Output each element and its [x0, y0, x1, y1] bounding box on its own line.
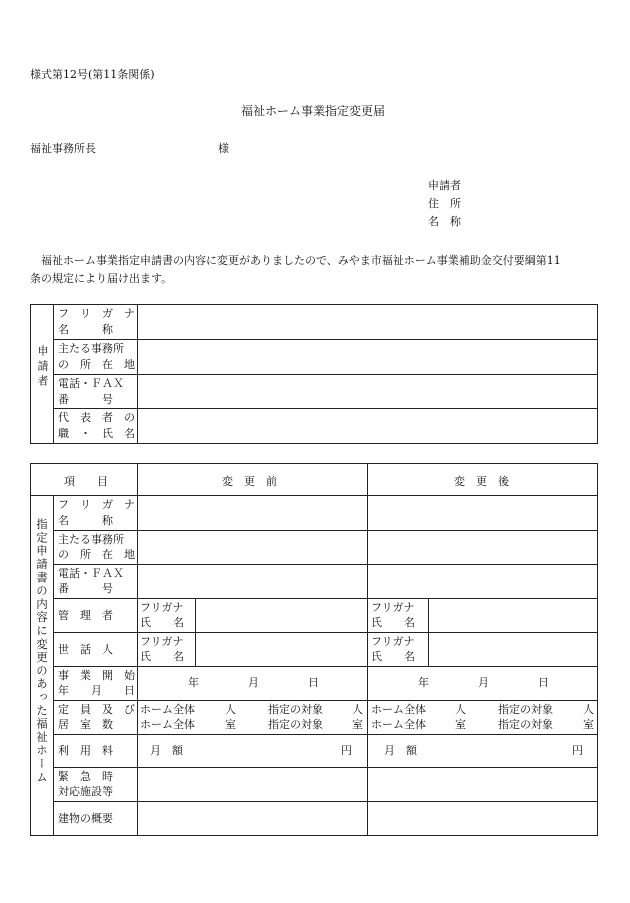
- before-fee-monthly: 月 額: [150, 744, 183, 757]
- addressee: 福祉事務所長: [30, 142, 96, 155]
- after-fee-monthly: 月 額: [384, 744, 417, 757]
- t1-input-tel-fax[interactable]: [138, 375, 597, 408]
- t2-header-after: 変 更 後: [454, 475, 509, 488]
- after-rooms-total-unit: 室: [455, 718, 466, 731]
- t2-row-office-line2: の 所 在 地: [58, 548, 135, 561]
- after-building-input[interactable]: [368, 802, 596, 835]
- before-start-month: 月: [248, 676, 259, 689]
- after-helper-input[interactable]: [429, 633, 596, 666]
- after-helper-name: 氏 名: [371, 650, 415, 663]
- t1-input-furigana-name[interactable]: [138, 305, 597, 339]
- after-capacity-total-unit: 人: [455, 703, 466, 716]
- after-capacity-designated-unit: 人: [583, 703, 594, 716]
- page-title: 福祉ホーム事業指定変更届: [241, 104, 386, 118]
- t2-row-capacity-line2: 居 室 数: [58, 718, 113, 731]
- before-office-address-input[interactable]: [138, 531, 366, 564]
- before-furigana-name-input[interactable]: [138, 496, 366, 530]
- before-helper-name: 氏 名: [140, 650, 184, 663]
- body-text-line2: 条の規定により届け出ます。: [30, 272, 173, 285]
- t2-row-emergency-line1: 緊 急 時: [58, 770, 113, 783]
- before-fee-yen: 円: [341, 744, 352, 757]
- t1-row-tel-line2: 番 号: [58, 393, 113, 406]
- t2-row-tel-line1: 電話・ＦＡＸ: [58, 567, 124, 580]
- t1-row-rep-line2: 職 ・ 氏 名: [58, 427, 135, 440]
- t1-row-office-line1: 主たる事務所: [58, 342, 124, 355]
- t2-row-start-line1: 事 業 開 始: [58, 669, 135, 682]
- before-start-day: 日: [308, 676, 319, 689]
- t2-row-emergency-line2: 対応施設等: [58, 785, 113, 798]
- after-capacity-designated: 指定の対象: [498, 703, 553, 716]
- t2-header-before: 変 更 前: [222, 475, 277, 488]
- form-number: 様式第12号(第11条関係): [30, 68, 155, 81]
- t1-input-representative[interactable]: [138, 409, 597, 443]
- t2-header-item: 項 目: [64, 475, 108, 488]
- after-manager-name: 氏 名: [371, 616, 415, 629]
- before-manager-furigana: フリガナ: [140, 601, 184, 614]
- applicant-label: 申請者: [428, 179, 461, 192]
- t2-row-helper: 世 話 人: [58, 643, 113, 656]
- applicant-side-label: 申請者: [36, 345, 49, 390]
- before-capacity-designated: 指定の対象: [268, 703, 323, 716]
- after-fee-yen: 円: [572, 744, 583, 757]
- after-rooms-designated-unit: 室: [583, 718, 594, 731]
- after-office-address-input[interactable]: [368, 531, 596, 564]
- before-tel-fax-input[interactable]: [138, 565, 366, 598]
- after-helper-furigana: フリガナ: [371, 635, 415, 648]
- t2-row-manager: 管 理 者: [58, 609, 113, 622]
- t1-row-tel-line1: 電話・ＦＡＸ: [58, 377, 124, 390]
- t1-row-office-line2: の 所 在 地: [58, 358, 135, 371]
- before-helper-input[interactable]: [196, 633, 366, 666]
- before-capacity-total-unit: 人: [225, 703, 236, 716]
- t2-row-furigana-line2: 名 称: [58, 514, 113, 527]
- before-emergency-input[interactable]: [138, 768, 366, 801]
- before-start-year: 年: [188, 676, 199, 689]
- t2-row-furigana-line1: フ リ ガ ナ: [58, 498, 135, 511]
- t2-row-start-line2: 年 月 日: [58, 684, 135, 697]
- t1-row-rep-line1: 代 表 者 の: [58, 411, 135, 424]
- after-capacity-total: ホーム全体: [371, 703, 426, 716]
- t2-row-fee: 利 用 料: [58, 744, 113, 757]
- after-start-month: 月: [478, 676, 489, 689]
- after-start-year: 年: [418, 676, 429, 689]
- after-manager-furigana: フリガナ: [371, 601, 415, 614]
- t2-side-label: 指定申請書の内容に変更のあった福祉ホーム: [35, 518, 49, 784]
- after-rooms-designated: 指定の対象: [498, 718, 553, 731]
- after-manager-input[interactable]: [429, 599, 596, 632]
- after-tel-fax-input[interactable]: [368, 565, 596, 598]
- after-rooms-total: ホーム全体: [371, 718, 426, 731]
- before-manager-input[interactable]: [196, 599, 366, 632]
- before-rooms-total: ホーム全体: [140, 718, 195, 731]
- before-helper-furigana: フリガナ: [140, 635, 184, 648]
- before-rooms-designated: 指定の対象: [268, 718, 323, 731]
- before-capacity-designated-unit: 人: [352, 703, 363, 716]
- honorific: 様: [218, 142, 229, 155]
- applicant-address-label: 住 所: [428, 197, 461, 210]
- after-start-day: 日: [538, 676, 549, 689]
- before-building-input[interactable]: [138, 802, 366, 835]
- t1-input-office-address[interactable]: [138, 340, 597, 374]
- applicant-name-label: 名 称: [428, 215, 461, 228]
- body-text-line1: 福祉ホーム事業指定申請書の内容に変更がありましたので、みやま市福祉ホーム事業補助金交付要綱第11: [41, 254, 561, 267]
- t1-row-furigana-line1: フ リ ガ ナ: [58, 307, 135, 320]
- t2-row-building: 建物の概要: [58, 812, 113, 825]
- t2-row-office-line1: 主たる事務所: [58, 533, 124, 546]
- before-capacity-total: ホーム全体: [140, 703, 195, 716]
- t2-row-tel-line2: 番 号: [58, 582, 113, 595]
- before-rooms-designated-unit: 室: [352, 718, 363, 731]
- t1-row-furigana-line2: 名 称: [58, 323, 113, 336]
- before-rooms-total-unit: 室: [225, 718, 236, 731]
- before-manager-name: 氏 名: [140, 616, 184, 629]
- after-furigana-name-input[interactable]: [368, 496, 596, 530]
- after-emergency-input[interactable]: [368, 768, 596, 801]
- t2-row-capacity-line1: 定 員 及 び: [58, 703, 135, 716]
